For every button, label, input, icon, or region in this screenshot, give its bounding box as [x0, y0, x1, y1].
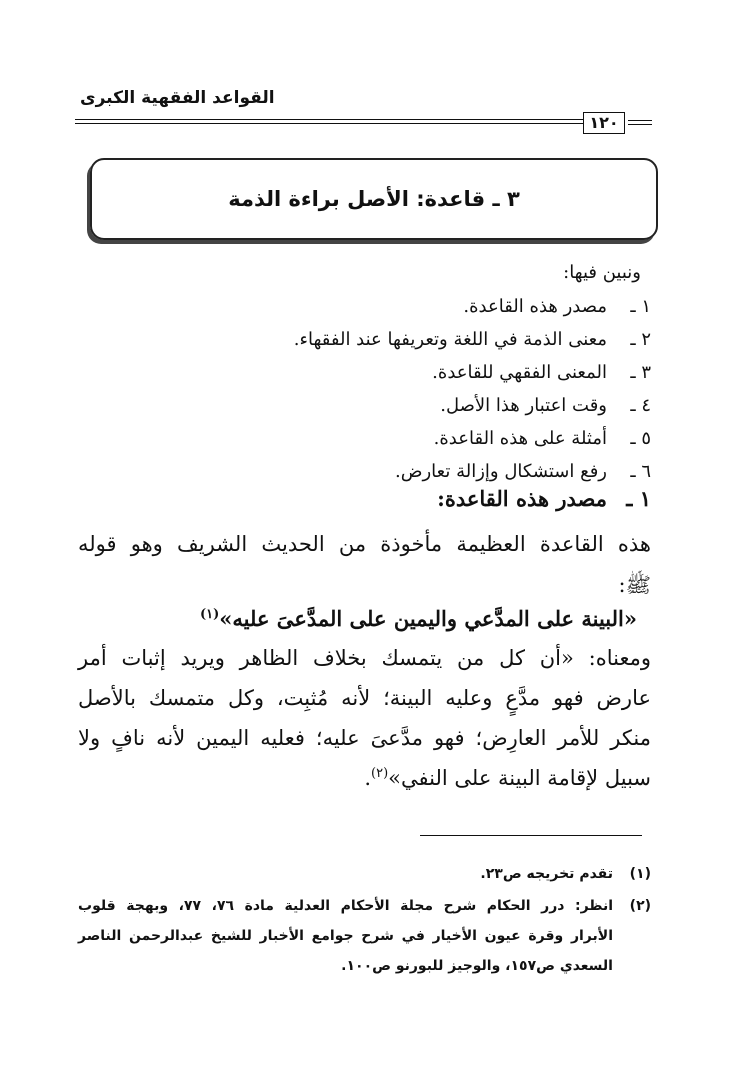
running-header-title: القواعد الفقهية الكبرى [80, 88, 275, 108]
header-rule [75, 119, 583, 124]
body-line-1: هذه القاعدة العظيمة مأخوذة من الحديث الشريف وهو قوله [78, 532, 651, 556]
intro-text: ونبين فيها: [563, 262, 641, 283]
footnote-2-line-1 [78, 898, 651, 914]
footnote-text: تقدم تخريجه ص٢٣. [480, 866, 613, 882]
list-item-text: أمثلة على هذه القاعدة. [433, 428, 607, 449]
footnote-number: (١) [629, 866, 651, 882]
body-line-5: عارض فهو مدَّعٍ وعليه البينة؛ لأنه مُثبِت، وكل متمسك بالأصل [78, 686, 651, 710]
section-heading-text: مصدر هذه القاعدة: [437, 486, 607, 511]
body-line-7-text: سبيل لإقامة البينة على النفي» [388, 766, 651, 790]
body-line-2: ﷺ: [618, 573, 651, 597]
section-number: ١ ـ [626, 486, 651, 511]
list-item-text: المعنى الفقهي للقاعدة. [432, 362, 607, 383]
footnote-ref-2: (٢) [371, 766, 389, 781]
chapter-title-box [90, 158, 658, 240]
list-item-text: وقت اعتبار هذا الأصل. [440, 395, 607, 416]
footnote-ref-1: (١) [200, 607, 220, 622]
list-item [294, 356, 651, 389]
list-item [294, 389, 651, 422]
list-item-text: رفع استشكال وإزالة تعارض. [395, 461, 607, 482]
footnote-separator [420, 835, 642, 836]
body-line-7 [78, 766, 651, 790]
list-item [294, 455, 651, 488]
list-item-number: ٦ ـ [630, 461, 651, 482]
body-line-4: ومعناه: «أن كل من يتمسك بخلاف الظاهر ويريد إثبات أمر [78, 646, 651, 670]
footnote-text: انظر: درر الحكام شرح مجلة الأحكام العدلية مادة ٧٦، ٧٧، وبهجة قلوب [78, 898, 614, 914]
hadith-quote [78, 606, 637, 631]
footnote-2-line-2: الأبرار وقرة عيون الأخيار في شرح جوامع الأخبار للشيخ عبدالرحمن الناصر [78, 928, 613, 944]
page-number: ١٢٠ [583, 112, 625, 134]
list-item [294, 323, 651, 356]
list-item-number: ١ ـ [630, 296, 651, 317]
hadith-text: «البينة على المدَّعي واليمين على المدَّعىَ عليه» [219, 606, 637, 631]
section-heading [437, 486, 651, 511]
list-item [294, 422, 651, 455]
list-item [294, 290, 651, 323]
footnote-2-line-3: السعدي ص١٥٧، والوجيز للبورنو ص١٠٠. [341, 958, 613, 974]
body-line-6: منكر للأمر العارِض؛ فهو مدَّعىَ عليه؛ فعليه اليمين لأنه نافٍ ولا [78, 726, 651, 750]
body-line-7-end: . [364, 766, 372, 790]
footnote-1 [78, 866, 651, 882]
topics-list [294, 290, 651, 488]
list-item-number: ٥ ـ [630, 428, 651, 449]
chapter-title: ٣ ـ قاعدة: الأصل براءة الذمة [228, 187, 520, 211]
header-rule-short [628, 120, 652, 125]
list-item-number: ٢ ـ [630, 329, 651, 350]
list-item-number: ٤ ـ [630, 395, 651, 416]
list-item-text: مصدر هذه القاعدة. [463, 296, 607, 317]
footnote-number: (٢) [629, 898, 652, 914]
list-item-text: معنى الذمة في اللغة وتعريفها عند الفقهاء. [293, 329, 607, 350]
list-item-number: ٣ ـ [630, 362, 651, 383]
